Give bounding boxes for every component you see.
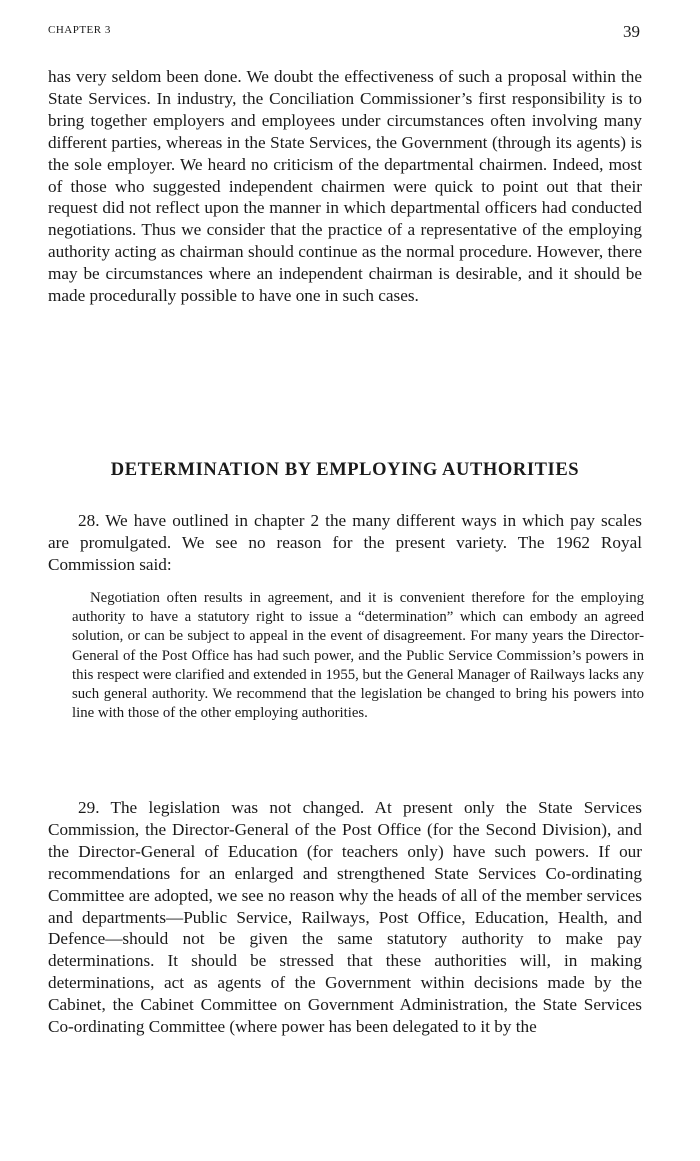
chapter-label: CHAPTER 3 <box>48 24 111 36</box>
paragraph-29: 29. The legislation was not changed. At present only the State Services Commission, the Director-General of the Post Office (for the Second Division), and the Director-General of Education (for teachers only) have such powers. If our recommendations for an enlarged and strengthened State Services Co-ordinating Committee are adopted, we see no reason why the heads of all of the member services and departments—Public Service, Railways, Post Office, Education, Health, and Defence—should not be given the same statutory authority to make pay determinations. It should be stressed that these authorities will, in making determinations, act as agents of the Government within decisions made by the Cabinet, the Cabinet Committee on Government Administration, the State Services Co-ordinating Committee (where power has been delegated to it by the <box>48 798 642 1037</box>
paragraph-continued: has very seldom been done. We doubt the effectiveness of such a proposal within the State Services. In industry, the Conciliation Commissioner’s first responsibility is to bring together employers and employees under circumstances often involving many different parties, whereas in the State Services, the Government (through its agents) is the sole employer. We heard no criticism of the departmental chairmen. Indeed, most of those who suggested independent chairmen were quick to point out that their request did not reflect upon the manner in which departmental officers had conducted negotiations. Thus we consider that the practice of a representative of the employing authority acting as chairman should continue as the normal procedure. However, there may be circumstances where an independent chairman is desirable, and it should be made procedurally possible to have one in such cases. <box>48 67 642 306</box>
paragraph-28: 28. We have outlined in chapter 2 the many different ways in which pay scales are promulgated. We see no reason for the present variety. The 1962 Royal Commission said: <box>48 511 642 574</box>
page-number: 39 <box>623 22 640 41</box>
running-head <box>48 22 640 46</box>
section-heading: DETERMINATION BY EMPLOYING AUTHORITIES <box>110 460 580 480</box>
royal-commission-quote: Negotiation often results in agreement, and it is convenient therefore for the employing authority to have a statutory right to issue a “determination” which can embody an agreed solution, or can be subject to appeal in the event of disagreement. For many years the Director-General of the Post Office has had such power, and the Public Service Commission’s powers in this respect were clarified and extended in 1955, but the General Manager of Railways lacks any such general authority. We recommend that the legislation be changed to bring his powers into line with those of the other employing authorities. <box>72 590 644 722</box>
